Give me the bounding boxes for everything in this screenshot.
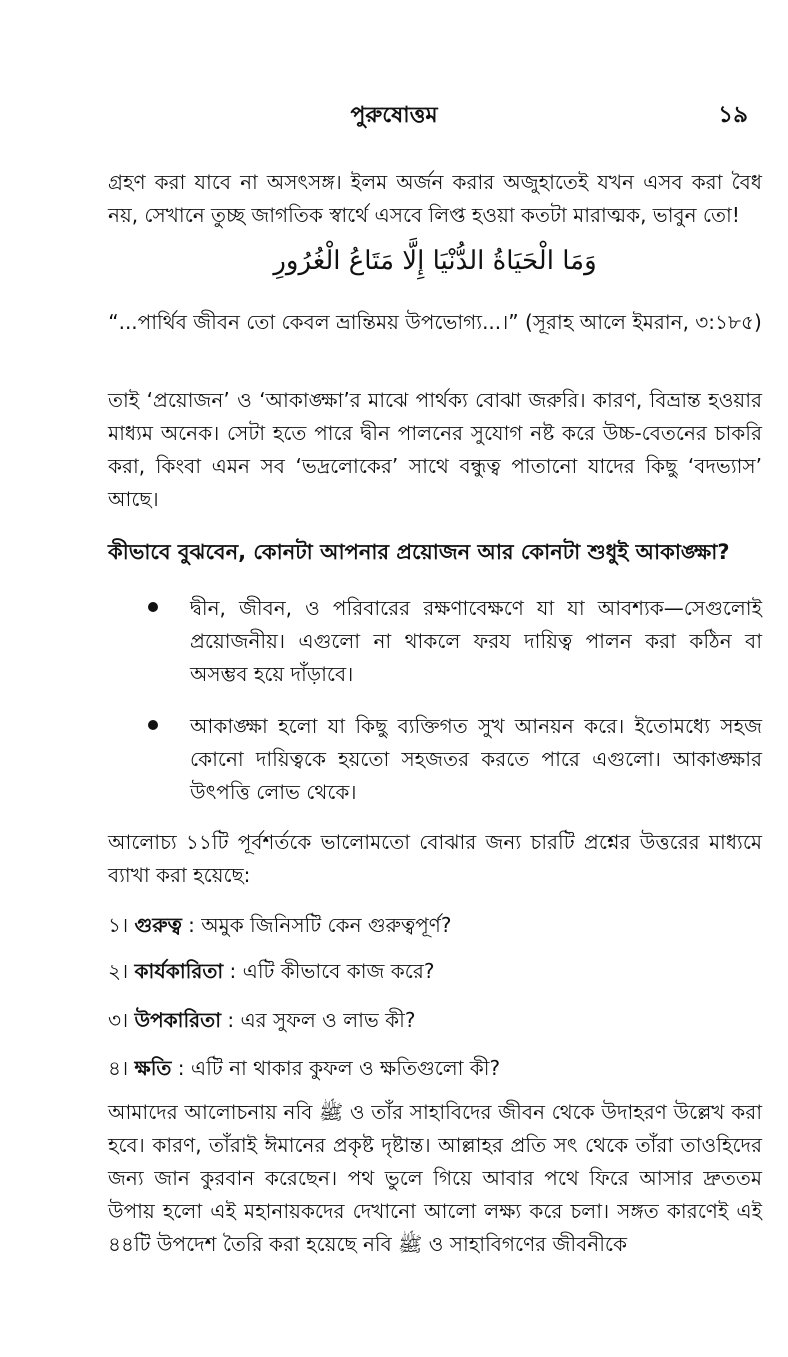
paragraph-2: তাই ‘প্রয়োজন’ ও ‘আকাঙ্ক্ষা’র মাঝে পার্থক্য বোঝা জরুরি। কারণ, বিভ্রান্ত হওয়ার মাধ্যম অনেক। সেটা হতে পারে দ্বীন পালনের সুযোগ নষ্ট করে উচ্চ-বেতনের চাকরি করা, কিংবা এমন সব ‘ভদ্রলোকের’ সাথে বন্ধুত্ব পাতানো যাদের কিছু ‘বদভ্যাস’ আছে। — [108, 388, 762, 511]
question-term: উপকারিতা — [134, 1008, 221, 1032]
question-item-3 — [108, 1005, 762, 1035]
question-item-1 — [108, 910, 762, 940]
quran-verse-translation: “...পার্থিব জীবন তো কেবল ভ্রান্তিময় উপভোগ্য...।” (সূরাহ আলে ইমরান, ৩:১৮৫) — [108, 310, 762, 334]
question-text: : অমুক জিনিসটি কেন গুরুত্বপূর্ণ? — [188, 913, 452, 937]
question-text: : এটি না থাকার কুফল ও ক্ষতিগুলো কী? — [177, 1056, 501, 1080]
question-text: : এটি কীভাবে কাজ করে? — [229, 959, 435, 983]
question-term: ক্ষতি — [134, 1056, 172, 1080]
question-term: কার্যকারিতা — [134, 959, 224, 983]
question-term: গুরুত্ব — [134, 913, 182, 937]
list-item-text: আকাঙ্ক্ষা হলো যা কিছু ব্যক্তিগত সুখ আনয়ন করে। ইতোমধ্যে সহজ কোনো দায়িত্বকে হয়তো সহজতর করতে পারে এগুলো। আকাঙ্ক্ষার উৎপত্তি লোভ থেকে। — [190, 714, 762, 804]
bullet-icon — [148, 720, 158, 730]
question-text: : এর সুফল ও লাভ কী? — [227, 1008, 416, 1032]
question-item-2 — [108, 956, 762, 986]
question-item-4 — [108, 1053, 762, 1083]
list-item-text: দ্বীন, জীবন, ও পরিবারের রক্ষণাবেক্ষণে যা যা আবশ্যক—সেগুলোই প্রয়োজনীয়। এগুলো না থাকলে ফরয দায়িত্ব পালন করা কঠিন বা অসম্ভব হয়ে দাঁড়াবে। — [190, 596, 762, 686]
paragraph-4: আমাদের আলোচনায় নবি ﷺ ও তাঁর সাহাবিদের জীবন থেকে উদাহরণ উল্লেখ করা হবে। কারণ, তাঁরাই ঈমানের প্রকৃষ্ট দৃষ্টান্ত। আল্লাহর প্রতি সৎ থেকে তাঁরা তাওহিদের জন্য জান কুরবান করেছেন। পথ ভুলে গিয়ে আবার পথে ফিরে আসার দ্রুততম উপায় হলো এই মহানায়কদের দেখানো আলো লক্ষ্য করে চলা। সঙ্গত কারণেই এই ৪৪টি উপদেশ তৈরি করা হয়েছে নবি ﷺ ও সাহাবিগণের জীবনীকে — [108, 1100, 763, 1256]
bullet-icon — [148, 602, 158, 612]
section-heading: কীভাবে বুঝবেন, কোনটা আপনার প্রয়োজন আর কোনটা শুধুই আকাঙ্ক্ষা? — [108, 540, 730, 564]
question-number: ১। — [108, 913, 129, 937]
question-number: ২। — [108, 959, 129, 983]
list-item — [148, 710, 762, 809]
running-title: পুরুষোত্তম — [350, 103, 438, 128]
paragraph-1: গ্রহণ করা যাবে না অসৎসঙ্গ। ইলম অর্জন করার অজুহাতেই যখন এসব করা বৈধ নয়, সেখানে তুচ্ছ জাগতিক স্বার্থে এসবে লিপ্ত হওয়া কতটা মারাত্মক, ভাবুন তো! — [108, 170, 762, 227]
question-number: ৩। — [108, 1008, 129, 1032]
quran-verse-arabic: وَمَا الْحَيَاةُ الدُّنْيَا إِلَّا مَتَاعُ الْغُرُورِ — [273, 246, 597, 276]
paragraph-3: আলোচ্য ১১টি পূর্বশর্তকে ভালোমতো বোঝার জন্য চারটি প্রশ্নের উত্তরের মাধ্যমে ব্যাখা করা হয়েছে: — [108, 830, 762, 887]
list-item — [148, 592, 762, 691]
page-number: ১৯ — [718, 102, 748, 128]
question-number: ৪। — [108, 1056, 129, 1080]
